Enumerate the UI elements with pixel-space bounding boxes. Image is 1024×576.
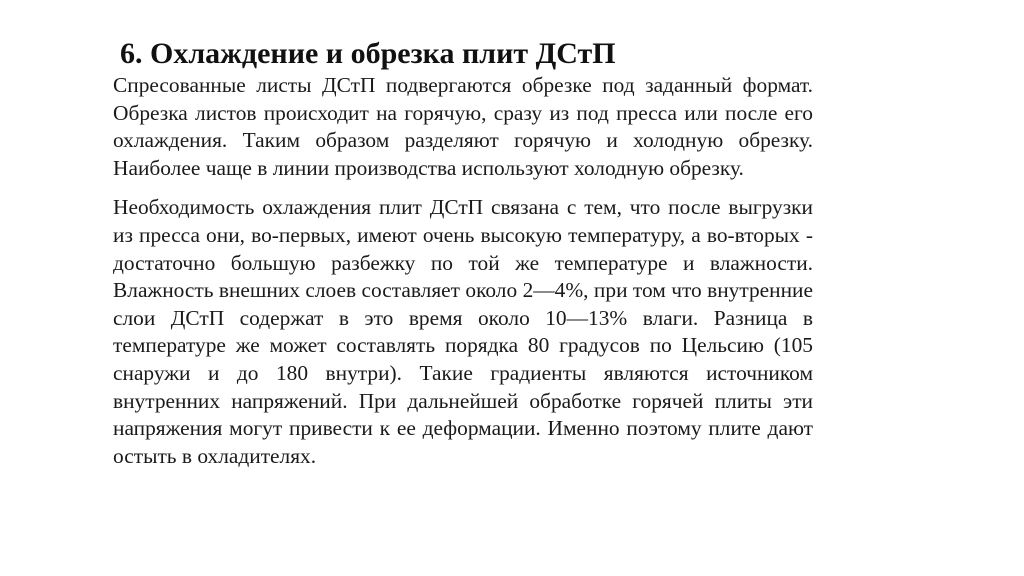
paragraph-trimming: Спресованные листы ДСтП подвергаются обрезке под заданный формат. Обрезка листов происходит на горячую, сразу из под пресса или после его охлаждения. Таким образом разделяют горячую и холодную обрезку. Наиболее чаще в линии производства используют холодную обрезку.: [113, 73, 813, 180]
paragraph-cooling: Необходимость охлаждения плит ДСтП связана с тем, что после выгрузки из пресса они, во-первых, имеют очень высокую температуру, а во-вторых - достаточно большую разбежку по той же температуре и влажности. Влажность внешних слоев составляет около 2—4%, при том что внутренние слои ДСтП содержат в это время около 10—13% влаги. Разница в температуре же может составлять порядка 80 градусов по Цельсию (105 снаружи и до 180 внутри). Такие градиенты являются источником внутренних напряжений. При дальнейшей обработке горячей плиты эти напряжения могут привести к ее деформации. Именно поэтому плите дают остыть в охладителях.: [113, 195, 813, 468]
slide-body: [113, 72, 813, 470]
slide-title: 6. Охлаждение и обрезка плит ДСтП: [120, 37, 616, 70]
